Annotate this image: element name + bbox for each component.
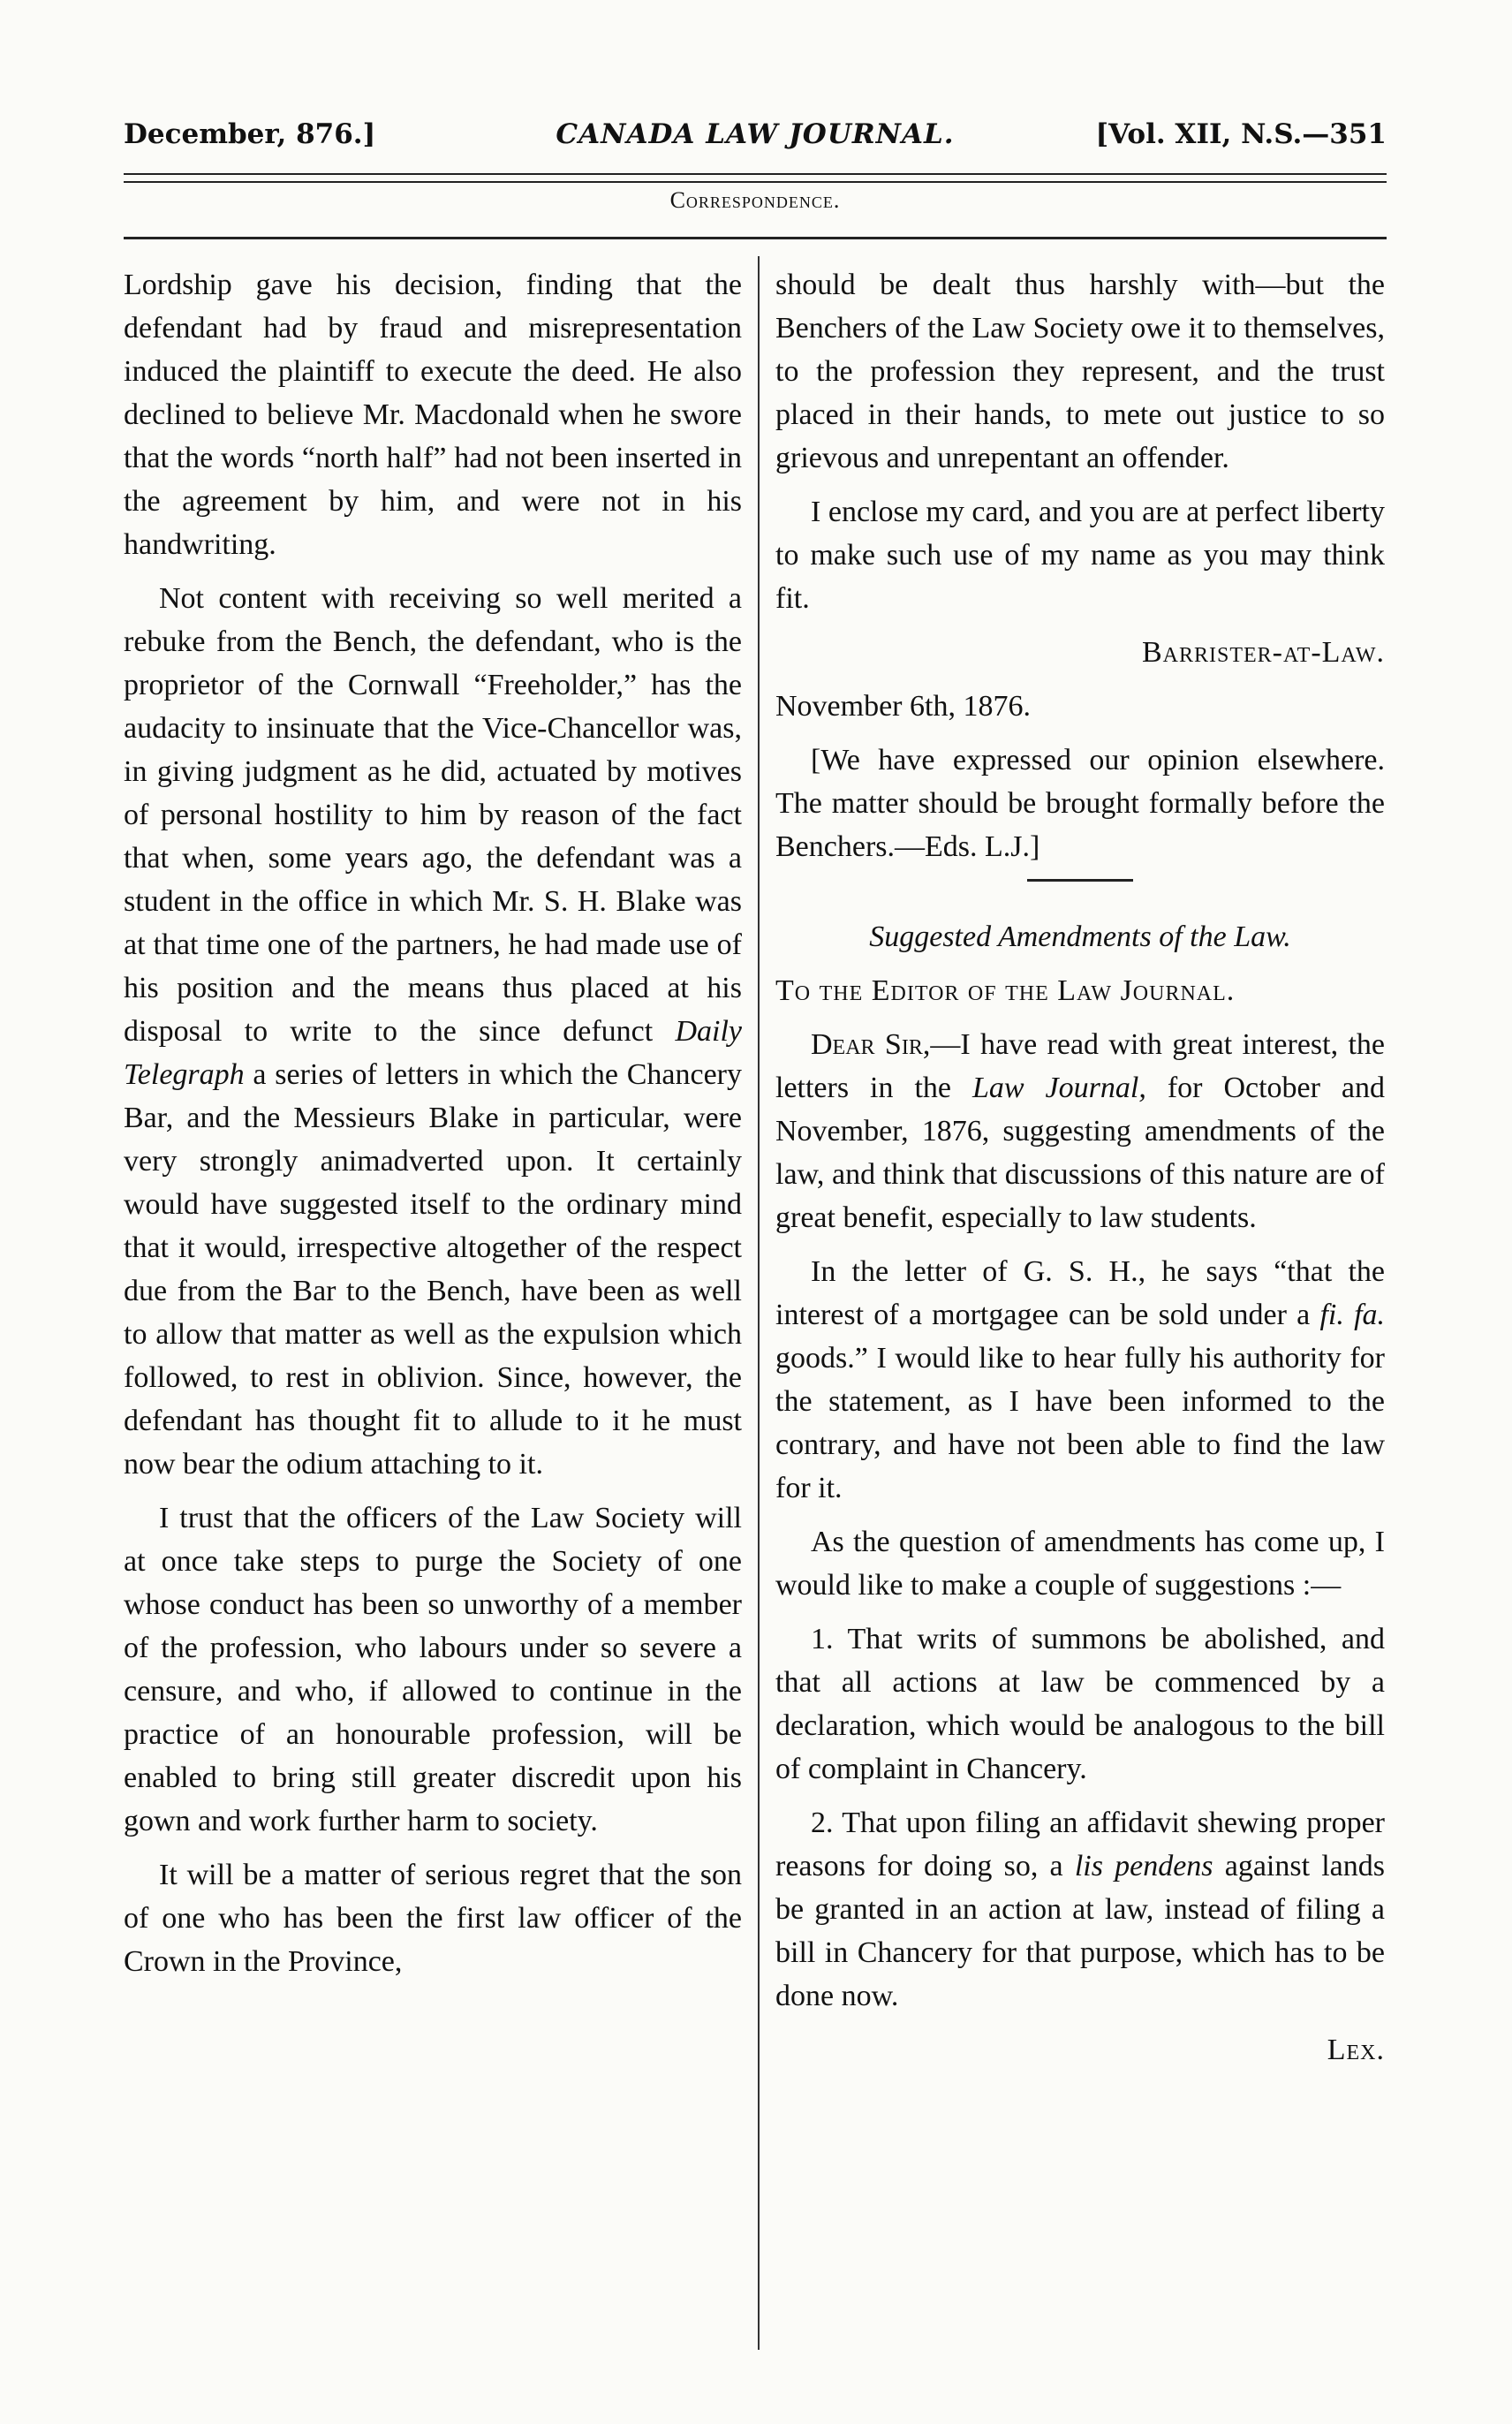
paragraph: Lordship gave his decision, finding that the defendant had by fraud and misrepresentation induced the plaintiff to execute the deed. He also declined to believe Mr. Macdonald when he swore that the words “north half” had not been inserted in the agreement by him, and were not in his handwriting. bbox=[124, 269, 742, 561]
journal-title: CANADA LAW JOURNAL. bbox=[556, 118, 955, 150]
final-signature: Lex. bbox=[1327, 2034, 1385, 2066]
divider bbox=[1027, 879, 1133, 882]
paragraph: In the letter of G. S. H., he says “that the interest of a mortgagee can be sold under a fi. fa. goods.” I would like to hear fully his authority for the statement, as I have been informed to the contrary, and have not been able to find the law for it. bbox=[775, 1255, 1386, 1504]
section-rule bbox=[124, 237, 1387, 239]
paragraph: 1. That writs of summons be abolished, and that all actions at law be commenced by a declaration, which would be analogous to the bill of complaint in Chancery. bbox=[775, 1623, 1385, 1785]
paragraph: I trust that the officers of the Law Society will at once take steps to purge the Society of one whose conduct has been so unworthy of a member of the profession, who labours under so severe a censure, and who, if allowed to continue in the practice of an honourable profession, will be enabled to bring still greater discredit upon his gown and work further harm to society. bbox=[124, 1502, 742, 1837]
left-column bbox=[124, 263, 742, 1994]
right-column bbox=[775, 263, 1385, 2082]
letter-date: November 6th, 1876. bbox=[775, 690, 1031, 723]
paragraph: 2. That upon filing an affidavit shewing proper reasons for doing so, a lis pendens against lands be granted in an action at law, instead of filing a bill in Chancery for that purpose, which has to be done now. bbox=[775, 1807, 1385, 2012]
header-date: December, 876.] bbox=[124, 118, 376, 150]
article-heading: Suggested Amendments of the Law. bbox=[869, 920, 1291, 953]
editors-note: [We have expressed our opinion elsewhere. The matter should be brought formally before the Benchers.—Eds. L.J.] bbox=[775, 744, 1385, 863]
paragraph: should be dealt thus harshly with—but the Benchers of the Law Society owe it to themselves, to the profession they represent, and the trust placed in their hands, to mete out justice to so grievous and unrepentant an offender. bbox=[775, 269, 1385, 474]
paragraph: I enclose my card, and you are at perfect liberty to make such use of my name as you may think fit. bbox=[775, 496, 1385, 615]
paragraph: It will be a matter of serious regret that the son of one who has been the first law officer of the Crown in the Province, bbox=[124, 1859, 742, 1978]
letter-signature: Barrister-at-Law. bbox=[1141, 636, 1385, 669]
newspaper-title: Daily Telegraph bbox=[124, 1015, 743, 1091]
running-header bbox=[124, 113, 1387, 163]
paragraph: Not content with receiving so well merited a rebuke from the Bench, the defendant, who is the proprietor of the Cornwall “Freeholder,” has the audacity to insinuate that the Vice-Chancellor was, in giving judgment as he did, actuated by motives of personal hostility to him by reason of the fact that when, some years ago, the defendant was a student in the office in which Mr. S. H. Blake was at that time one of the partners, he had made use of his position and the means thus placed at his disposal to write to the since defunct Daily Telegraph a series of letters in which the Chancery Bar, and the Messieurs Blake in particular, were very strongly animadverted upon. It certainly would have suggested itself to the ordinary mind that it would, irrespective altogether of the respect due from the Bar to the Bench, have been as well to allow that matter as well as the expulsion which followed, to rest in oblivion. Since, however, the defendant has thought fit to allude to it he must now bear the odium attaching to it. bbox=[124, 582, 743, 1481]
column-divider bbox=[758, 256, 760, 2350]
paragraph: As the question of amendments has come up, I would like to make a couple of suggestions :— bbox=[775, 1526, 1385, 1602]
paragraph: Dear Sir,—I have read with great interest, the letters in the Law Journal, for October and November, 1876, suggesting amendments of the law, and think that discussions of this nature are of great benefit, especially to law students. bbox=[775, 1028, 1386, 1234]
section-title: Correspondence. bbox=[669, 187, 841, 213]
volume-page: [Vol. XII, N.S.—351 bbox=[1095, 118, 1387, 150]
salutation: Dear Sir, bbox=[811, 1028, 931, 1061]
addressee: To the Editor of the Law Journal. bbox=[775, 974, 1236, 1007]
header-rule bbox=[124, 173, 1387, 183]
